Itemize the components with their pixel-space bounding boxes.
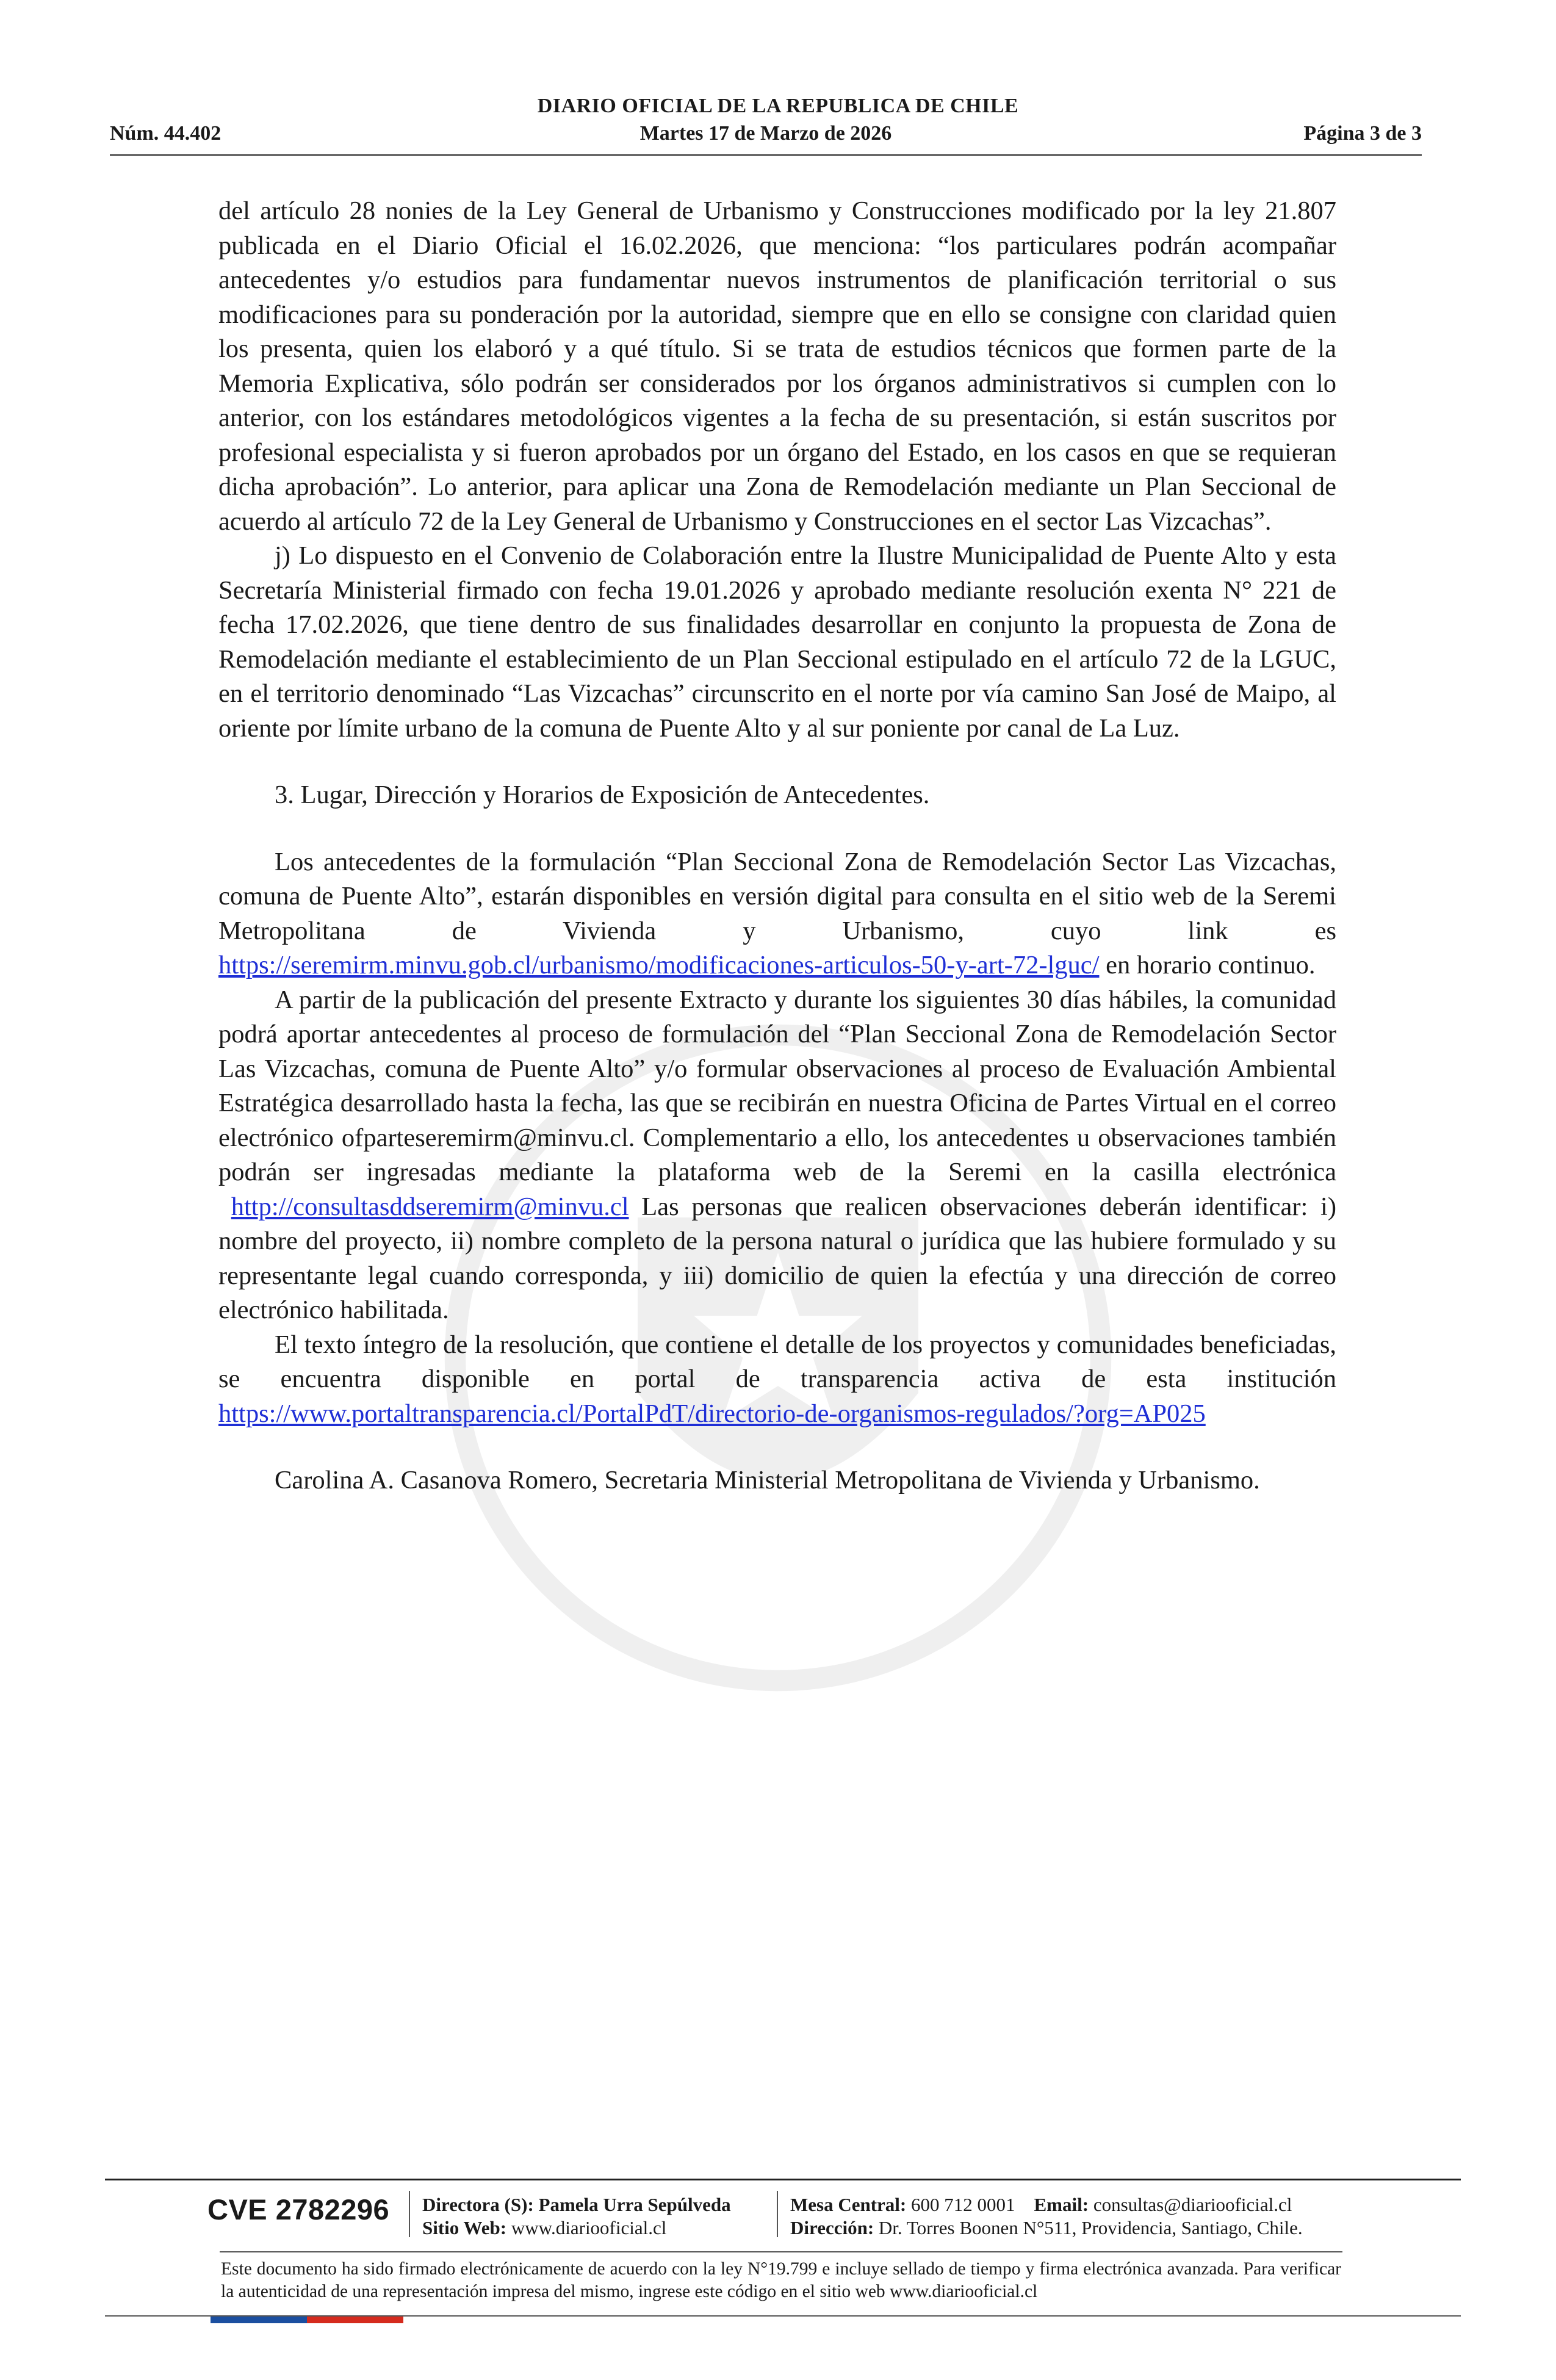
paragraph-text: El texto íntegro de la resolución, que contiene el detalle de los proyectos y comunidades beneficiadas, se encuentra disponible en portal de transparencia activa de esta institución xyxy=(218,1330,1336,1393)
footer-separator xyxy=(777,2191,778,2237)
paragraph-item-j: j) Lo dispuesto en el Convenio de Colaboración entre la Ilustre Municipalidad de Puente Alto y esta Secretaría Ministerial firmado con fecha 19.01.2026 y aprobado mediante resolución exenta N° 221 de fecha 17.02.2026, que tiene dentro de sus finalidades desarrollar en conjunto la propuesta de Zona de Remodelación mediante el establecimiento de un Plan Seccional estipulado en el artículo 72 de la LGUC, en el territorio denominado “Las Vizcachas” circunscrito en el norte por vía camino San José de Maipo, al oriente por límite urbano de la comuna de Puente Alto y al sur poniente por canal de La Luz. xyxy=(218,541,1336,743)
transparencia-link[interactable]: https://www.portaltransparencia.cl/PortalPdT/directorio-de-organismos-regulados/?org=AP025 xyxy=(218,1399,1206,1428)
seremi-link[interactable]: https://seremirm.minvu.gob.cl/urbanismo/modificaciones-articulos-50-y-art-72-lguc/ xyxy=(218,951,1100,979)
footer-director-block xyxy=(422,2193,731,2240)
email-value: consultas@diariooficial.cl xyxy=(1093,2194,1292,2215)
newspaper-title: DIARIO OFICIAL DE LA REPUBLICA DE CHILE xyxy=(537,95,1019,117)
paragraph-text: A partir de la publicación del presente Extracto y durante los siguientes 30 días hábiles, la comunidad podrá aportar antecedentes al proceso de formulación del “Plan Seccional Zona de Remodelación Sector Las Vizcachas, comuna de Puente Alto” y/o formular observaciones al proceso de Evaluación Ambiental Estratégica desarrollado hasta la fecha, las que se recibirán en nuestra Oficina de Partes Virtual en el correo electrónico ofparteseremirm@minvu.cl. Complementario a ello, los antecedentes u observaciones también podrán ser ingresadas mediante la plataforma web de la Seremi en la casilla electrónica xyxy=(218,985,1336,1186)
consultas-link[interactable]: http://consultasddseremirm@minvu.cl xyxy=(231,1192,629,1221)
signature: Carolina A. Casanova Romero, Secretaria Ministerial Metropolitana de Vivienda y Urbanismo. xyxy=(275,1466,1260,1495)
document-body xyxy=(218,194,1336,1498)
email-label: Email: xyxy=(1034,2194,1089,2215)
footer-contact-block xyxy=(790,2193,1303,2240)
section-heading: 3. Lugar, Dirección y Horarios de Exposición de Antecedentes. xyxy=(275,781,930,809)
address-value: Dr. Torres Boonen N°511, Providencia, Santiago, Chile. xyxy=(878,2217,1303,2238)
paragraph-continuation: del artículo 28 nonies de la Ley General de Urbanismo y Construcciones modificado por la ley 21.807 publicada en el Diario Oficial el 16.02.2026, que menciona: “los particulares podrán acompañar antecedentes y/o estudios para fundamentar nuevos instrumentos de planificación territorial o sus modificaciones para su ponderación por la autoridad, siempre que en ello se consigne con claridad quien los presenta, quien los elaboró y a qué título. Si se trata de estudios técnicos que formen parte de la Memoria Explicativa, sólo podrán ser considerados por los órganos administrativos si cumplen con lo anterior, con los estándares metodológicos vigentes a la fecha de su presentación, si están suscritos por profesional especialista y si fueron aprobados por un órgano del Estado, en los casos en que se requieran dicha aprobación”. Lo anterior, para aplicar una Zona de Remodelación mediante un Plan Seccional de acuerdo al artículo 72 de la Ley General de Urbanismo y Construcciones en el sector Las Vizcachas”. xyxy=(218,197,1336,536)
phone-value: 600 712 0001 xyxy=(911,2194,1015,2215)
page-indicator: Página 3 de 3 xyxy=(1303,122,1422,145)
site-label: Sitio Web: xyxy=(422,2217,507,2238)
signature-disclaimer: Este documento ha sido firmado electrónicamente de acuerdo con la ley N°19.799 e incluye sellado de tiempo y firma electrónica avanzada. Para verificar la autenticidad de una representación impresa del mismo, ingrese este código en el sitio web www.diariooficial.cl xyxy=(221,2259,1341,2301)
address-label: Dirección: xyxy=(790,2217,874,2238)
issue-date: Martes 17 de Marzo de 2026 xyxy=(639,122,892,145)
cve-code: CVE 2782296 xyxy=(207,2193,390,2226)
site-value: www.diariooficial.cl xyxy=(511,2217,667,2238)
phone-label: Mesa Central: xyxy=(790,2194,907,2215)
paragraph-transparencia xyxy=(218,1328,1336,1432)
footer-divider-top xyxy=(105,2179,1461,2180)
paragraph-text: Los antecedentes de la formulación “Plan Seccional Zona de Remodelación Sector Las Vizcachas, comuna de Puente Alto”, estarán disponibles en versión digital para consulta en el sitio web de la Seremi Metropolitana de Vivienda y Urbanismo, cuyo link es xyxy=(218,847,1336,945)
flag-stripe-red xyxy=(307,2317,403,2323)
flag-stripe-blue xyxy=(211,2317,307,2323)
footer-divider-middle xyxy=(220,2251,1342,2252)
issue-number: Núm. 44.402 xyxy=(110,122,222,145)
header-row xyxy=(110,122,1422,149)
paragraph-observaciones xyxy=(218,983,1336,1328)
header-divider xyxy=(110,154,1422,156)
paragraph-tail: Las personas que realicen observaciones deberán identificar: i) nombre del proyecto, ii) nombre completo de la persona natural o jurídica que las hubiere formulado y su representante legal cuando corresponda, y iii) domicilio de quien la efectúa y una dirección de correo electrónico habilitada. xyxy=(218,1192,1337,1324)
director-label: Directora (S): xyxy=(422,2194,534,2215)
paragraph-tail: en horario continuo. xyxy=(1106,951,1316,979)
director-name: Pamela Urra Sepúlveda xyxy=(538,2194,731,2215)
footer-separator xyxy=(409,2191,410,2237)
paragraph-antecedentes xyxy=(218,845,1336,983)
